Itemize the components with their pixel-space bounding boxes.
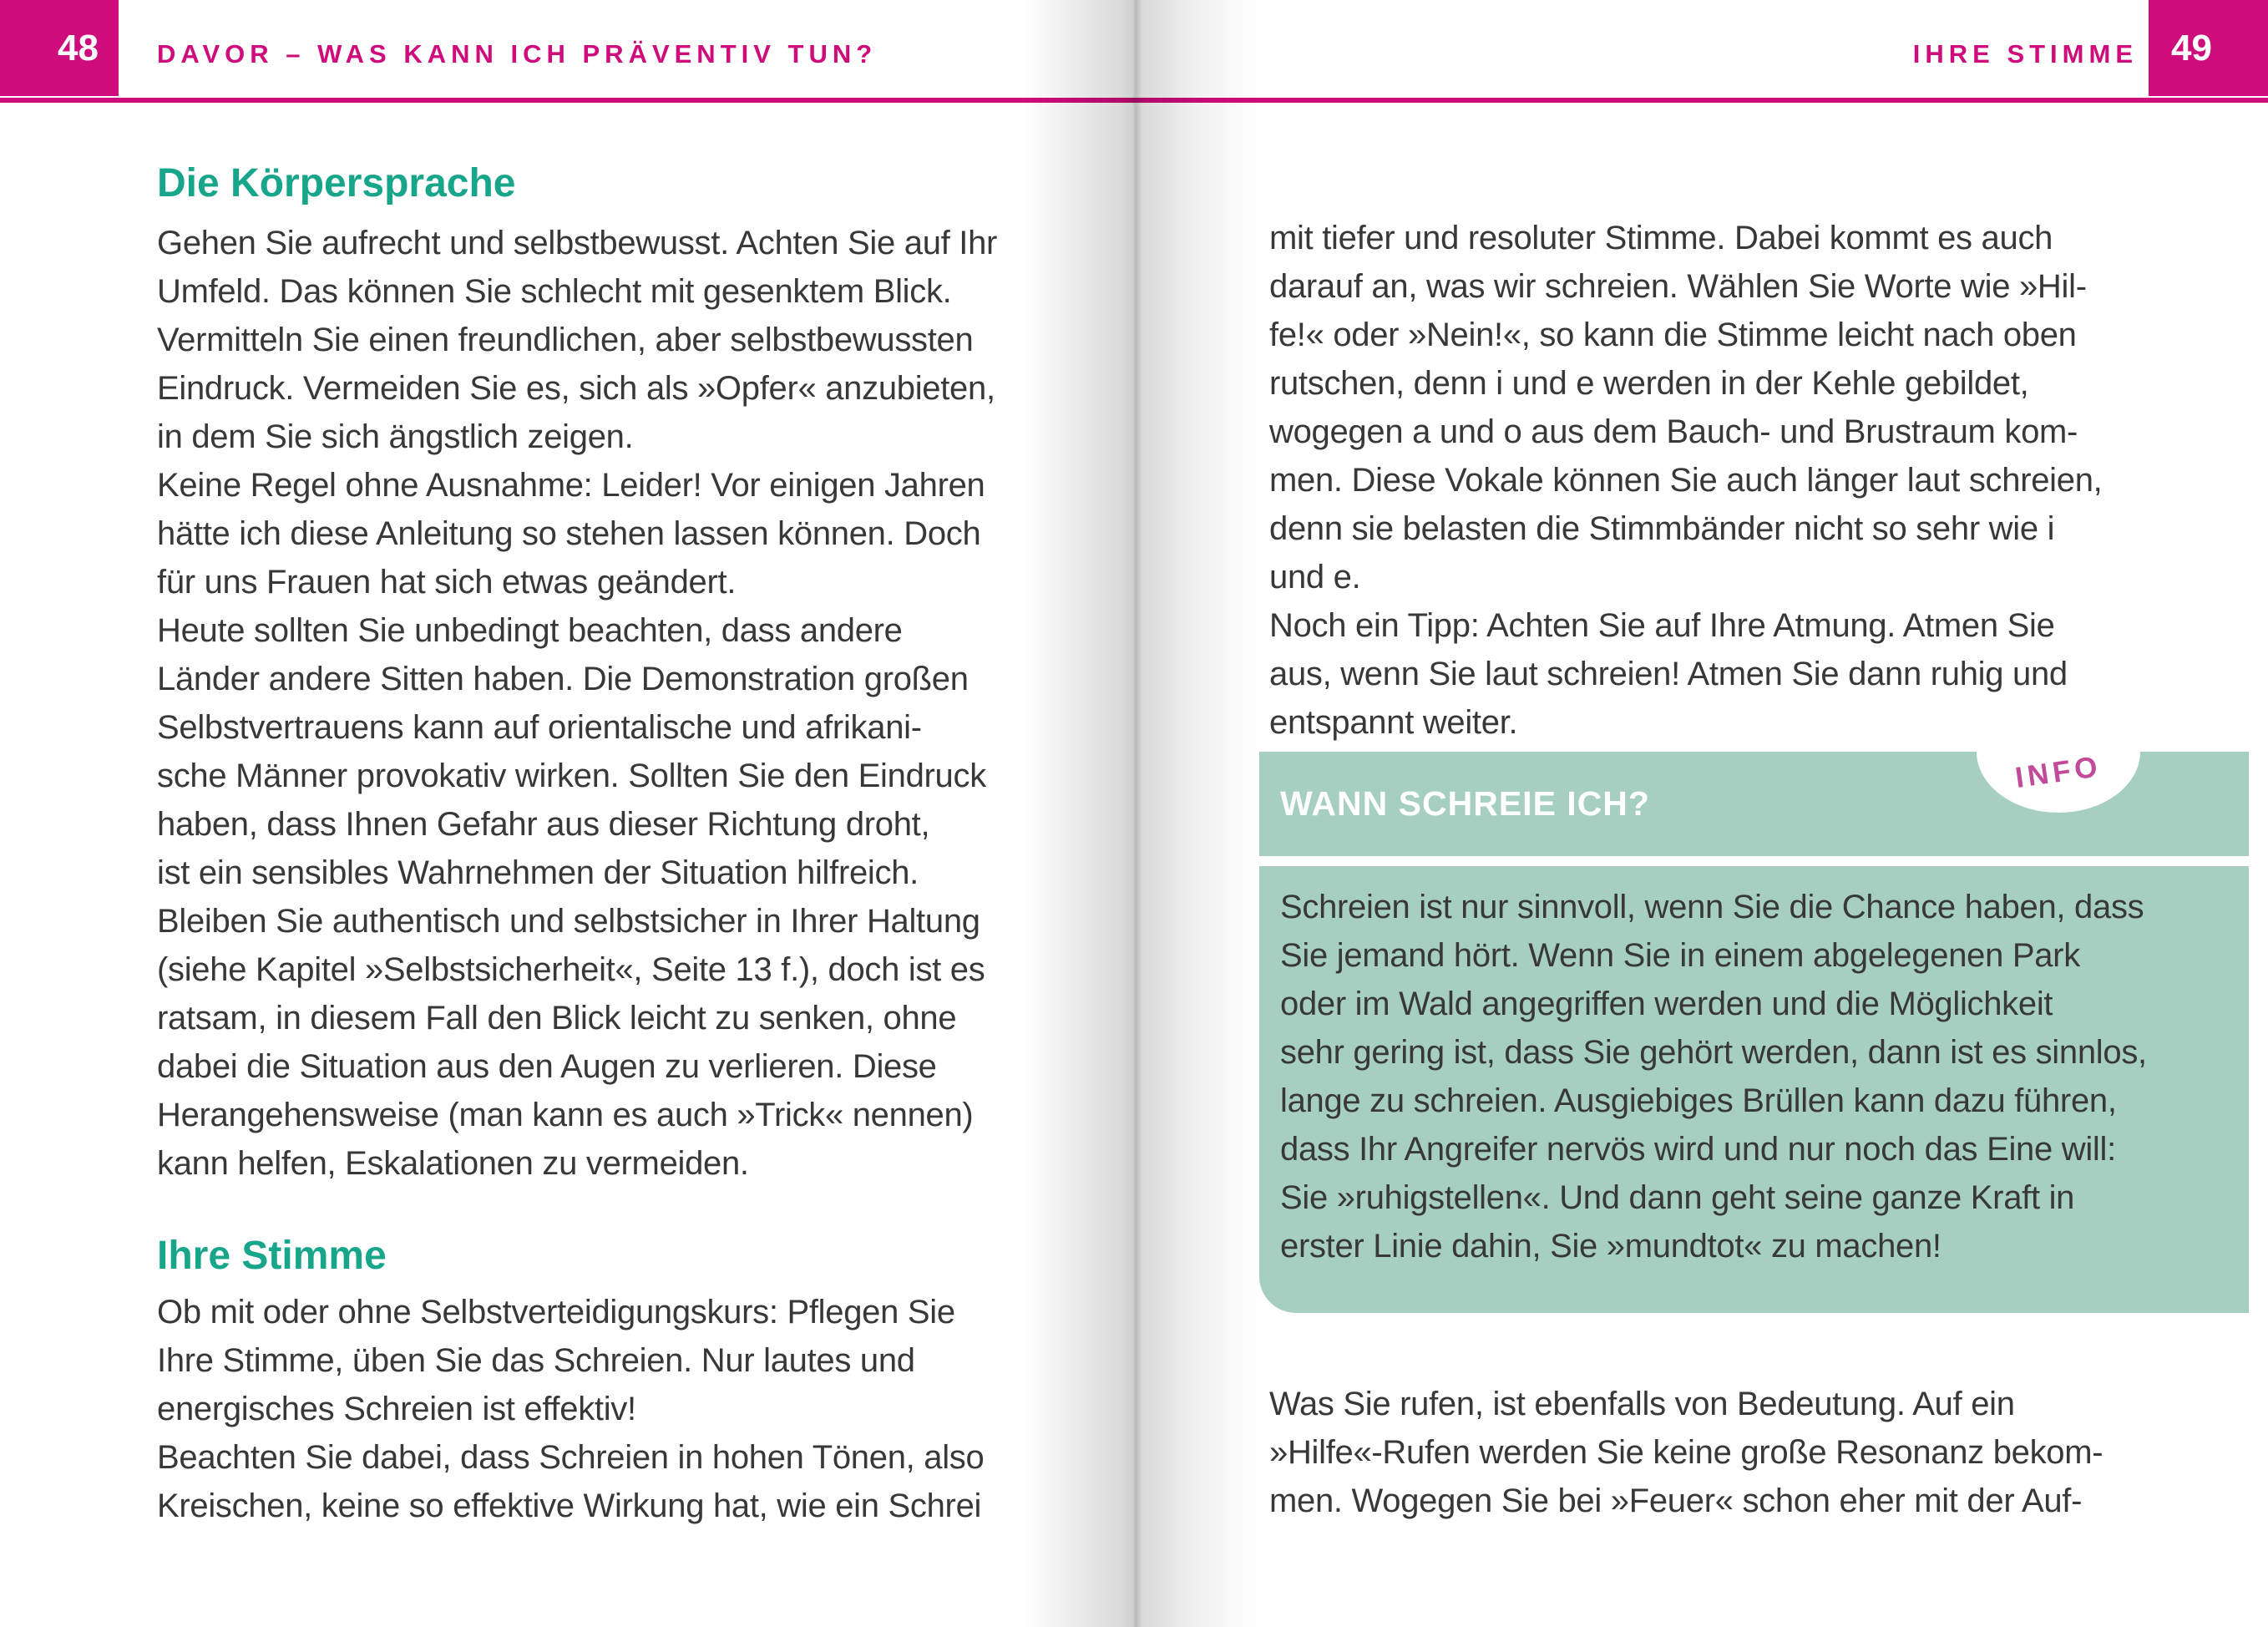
info-box-header	[1259, 749, 2249, 856]
text-line: lange zu schreien. Ausgiebiges Brüllen kann dazu führen,	[1280, 1082, 2117, 1119]
text-line: men. Diese Vokale können Sie auch länger laut schreien,	[1269, 462, 2103, 499]
text-line: Umfeld. Das können Sie schlecht mit gesenktem Blick.	[157, 273, 952, 310]
text-line: aus, wenn Sie laut schreien! Atmen Sie dann ruhig und	[1269, 656, 2068, 692]
text-line: Selbstvertrauens kann auf orientalische und afrikani-	[157, 709, 922, 746]
text-line: Schreien ist nur sinnvoll, wenn Sie die Chance haben, dass	[1280, 889, 2144, 925]
left-paragraph-block-2	[157, 1288, 1042, 1530]
text-line: »Hilfe«-Rufen werden Sie keine große Resonanz bekom-	[1269, 1434, 2103, 1471]
text-line: Ob mit oder ohne Selbstverteidigungskurs: Pflegen Sie	[157, 1294, 955, 1330]
text-line: Noch ein Tipp: Achten Sie auf Ihre Atmung. Atmen Sie	[1269, 607, 2055, 644]
section-heading-koerpersprache: Die Körpersprache	[157, 161, 516, 205]
text-line: Eindruck. Vermeiden Sie es, sich als »Opfer« anzubieten,	[157, 370, 995, 407]
info-box-body	[1259, 866, 2249, 1313]
text-line: und e.	[1269, 559, 1361, 596]
text-line: sehr gering ist, dass Sie gehört werden, dann ist es sinnlos,	[1280, 1034, 2147, 1071]
text-line: Bleiben Sie authentisch und selbstsicher in Ihrer Haltung	[157, 903, 980, 940]
text-line: kann helfen, Eskalationen zu vermeiden.	[157, 1145, 749, 1182]
section-heading-ihre-stimme: Ihre Stimme	[157, 1234, 387, 1278]
text-line: Was Sie rufen, ist ebenfalls von Bedeutung. Auf ein	[1269, 1386, 2015, 1422]
text-line: Vermitteln Sie einen freundlichen, aber selbstbewussten	[157, 322, 974, 358]
text-line: fe!« oder »Nein!«, so kann die Stimme leicht nach oben	[1269, 317, 2077, 353]
text-line: darauf an, was wir schreien. Wählen Sie Worte wie »Hil-	[1269, 268, 2087, 305]
text-line: mit tiefer und resoluter Stimme. Dabei kommt es auch	[1269, 220, 2053, 256]
text-line: in dem Sie sich ängstlich zeigen.	[157, 418, 634, 455]
text-line: Gehen Sie aufrecht und selbstbewusst. Achten Sie auf Ihr	[157, 225, 998, 261]
info-box-title: WANN SCHREIE ICH?	[1280, 784, 1650, 823]
right-page-outro	[1269, 1380, 2154, 1525]
text-line: ist ein sensibles Wahrnehmen der Situation hilfreich.	[157, 854, 919, 891]
page-number-left: 48	[0, 0, 119, 96]
text-line: ratsam, in diesem Fall den Blick leicht zu senken, ohne	[157, 1000, 957, 1037]
text-line: men. Wogegen Sie bei »Feuer« schon eher mit der Auf-	[1269, 1483, 2083, 1519]
text-line: für uns Frauen hat sich etwas geändert.	[157, 564, 737, 601]
page-number-right: 49	[2149, 0, 2268, 96]
page-gutter-shadow	[1023, 0, 1261, 1627]
left-page-column	[157, 161, 1042, 1530]
text-line: (siehe Kapitel »Selbstsicherheit«, Seite 13 f.), doch ist es	[157, 951, 985, 988]
text-line: Kreischen, keine so effektive Wirkung hat, wie ein Schrei	[157, 1488, 982, 1524]
running-head-left: DAVOR – WAS KANN ICH PRÄVENTIV TUN?	[157, 39, 878, 68]
right-paragraph-block-1	[1269, 214, 2154, 747]
text-line: dabei die Situation aus den Augen zu verlieren. Diese	[157, 1048, 937, 1085]
text-line: entspannt weiter.	[1269, 704, 1518, 741]
right-page-intro	[1269, 214, 2154, 747]
right-paragraph-block-2	[1269, 1380, 2154, 1525]
text-line: denn sie belasten die Stimmbänder nicht so sehr wie i	[1269, 510, 2055, 547]
text-line: Ihre Stimme, üben Sie das Schreien. Nur lautes und	[157, 1342, 915, 1379]
text-line: rutschen, denn i und e werden in der Kehle gebildet,	[1269, 365, 2029, 402]
text-line: Herangehensweise (man kann es auch »Trick« nennen)	[157, 1097, 974, 1133]
running-head-right: IHRE STIMME	[1912, 39, 2138, 68]
text-line: sche Männer provokativ wirken. Sollten Sie den Eindruck	[157, 758, 986, 794]
info-badge	[1977, 691, 2140, 813]
text-line: Beachten Sie dabei, dass Schreien in hohen Tönen, also	[157, 1439, 985, 1476]
info-box-text	[1280, 883, 2249, 1270]
text-line: oder im Wald angegriffen werden und die Möglichkeit	[1280, 986, 2053, 1022]
text-line: erster Linie dahin, Sie »mundtot« zu machen!	[1280, 1228, 1941, 1265]
text-line: hätte ich diese Anleitung so stehen lassen können. Doch	[157, 515, 981, 552]
text-line: haben, dass Ihnen Gefahr aus dieser Richtung droht,	[157, 806, 930, 843]
text-line: wogegen a und o aus dem Bauch- und Brustraum kom-	[1269, 413, 2078, 450]
left-paragraph-block-1	[157, 219, 1042, 1188]
text-line: dass Ihr Angreifer nervös wird und nur noch das Eine will:	[1280, 1131, 2116, 1168]
text-line: Keine Regel ohne Ausnahme: Leider! Vor einigen Jahren	[157, 467, 985, 504]
text-line: energisches Schreien ist effektiv!	[157, 1391, 636, 1427]
text-line: Sie jemand hört. Wenn Sie in einem abgelegenen Park	[1280, 937, 2080, 974]
header-rule	[0, 98, 2268, 103]
text-line: Länder andere Sitten haben. Die Demonstration großen	[157, 661, 969, 697]
text-line: Heute sollten Sie unbedingt beachten, dass andere	[157, 612, 903, 649]
text-line: Sie »ruhigstellen«. Und dann geht seine ganze Kraft in	[1280, 1179, 2075, 1216]
info-badge-label: INFO	[2012, 749, 2103, 795]
